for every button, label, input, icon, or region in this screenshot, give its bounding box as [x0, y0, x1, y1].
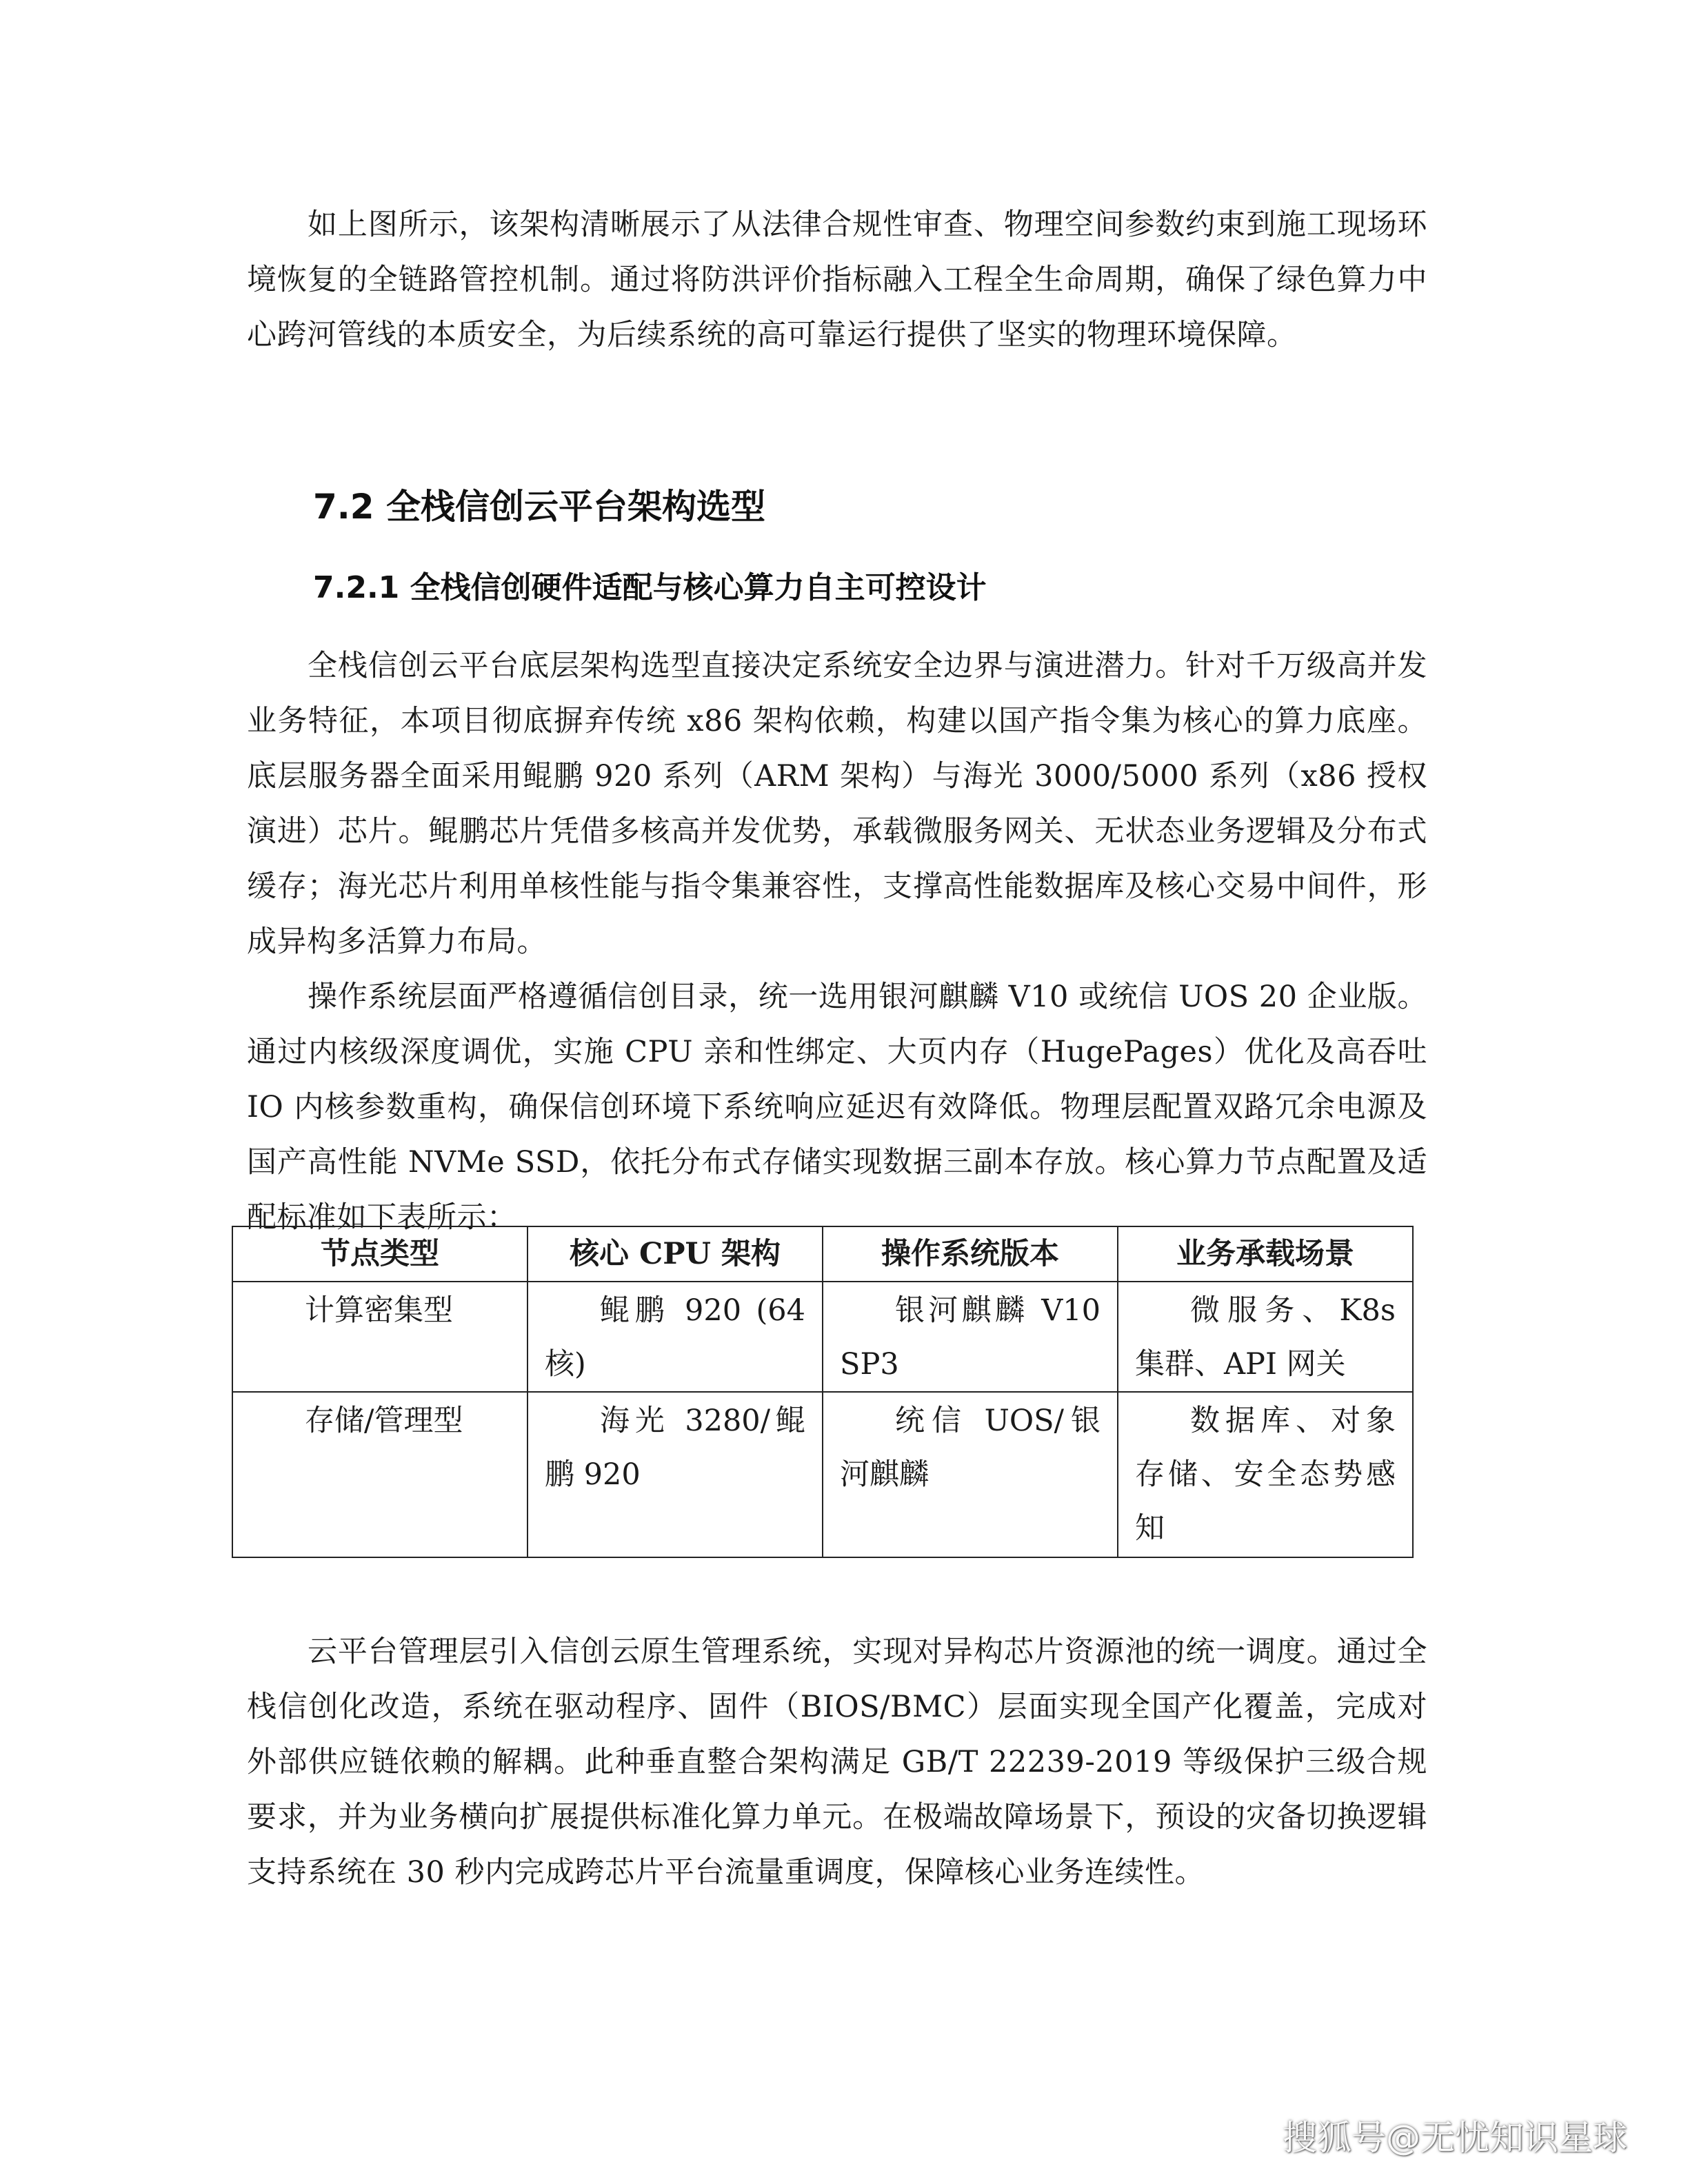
- os-paragraph: 操作系统层面严格遵循信创目录，统一选用银河麒麟 V10 或统信 UOS 20 企业版。通过内核级深度调优，实施 CPU 亲和性绑定、大页内存（HugePages）优化及高吞吐 IO 内核参数重构，确保信创环境下系统响应延迟有效降低。物理层配置双路冗余电源及国产高性能 NVMe SSD，依托分布式存储实现数据三副本存放。核心算力节点配置及适配标准如下表所示：: [247, 980, 1427, 1235]
- node-config-table: [232, 1226, 1414, 1558]
- table-cell: 存储/管理型: [232, 1392, 528, 1557]
- management-paragraph: 云平台管理层引入信创云原生管理系统，实现对异构芯片资源池的统一调度。通过全栈信创化改造，系统在驱动程序、固件（BIOS/BMC）层面实现全国产化覆盖，完成对外部供应链依赖的解耦。此种垂直整合架构满足 GB/T 22239-2019 等级保护三级合规要求，并为业务横向扩展提供标准化算力单元。在极端故障场景下，预设的灾备切换逻辑支持系统在 30 秒内完成跨芯片平台流量重调度，保障核心业务连续性。: [247, 1635, 1427, 1890]
- table-cell: 银河麒麟 V10 SP3: [823, 1282, 1118, 1392]
- watermark: 搜狐号@无忧知识星球: [1283, 2118, 1627, 2158]
- table-cell: 数据库、对象存储、安全态势感知: [1118, 1392, 1413, 1557]
- section-heading: 7.2 全栈信创云平台架构选型: [313, 487, 765, 527]
- hardware-paragraph: 全栈信创云平台底层架构选型直接决定系统安全边界与演进潜力。针对千万级高并发业务特征，本项目彻底摒弃传统 x86 架构依赖，构建以国产指令集为核心的算力底座。底层服务器全面采用鲲鹏 920 系列（ARM 架构）与海光 3000/5000 系列（x86 授权演进）芯片。鲲鹏芯片凭借多核高并发优势，承载微服务网关、无状态业务逻辑及分布式缓存；海光芯片利用单核性能与指令集兼容性，支撑高性能数据库及核心交易中间件，形成异构多活算力布局。: [247, 649, 1427, 959]
- table-cell: 计算密集型: [232, 1282, 528, 1392]
- table-cell: 统信 UOS/银河麒麟: [823, 1392, 1118, 1557]
- table-cell: 微服务、K8s 集群、API 网关: [1118, 1282, 1413, 1392]
- table-row: [232, 1282, 1413, 1392]
- intro-paragraph: 如上图所示，该架构清晰展示了从法律合规性审查、物理空间参数约束到施工现场环境恢复的全链路管控机制。通过将防洪评价指标融入工程全生命周期，确保了绿色算力中心跨河管线的本质安全，为后续系统的高可靠运行提供了坚实的物理环境保障。: [247, 208, 1427, 352]
- table-header-cell: 节点类型: [232, 1226, 528, 1282]
- subsection-heading: 7.2.1 全栈信创硬件适配与核心算力自主可控设计: [313, 570, 987, 605]
- table-header-cell: 核心 CPU 架构: [528, 1226, 823, 1282]
- table-cell: 海光 3280/鲲鹏 920: [528, 1392, 823, 1557]
- table-cell: 鲲鹏 920 (64 核): [528, 1282, 823, 1392]
- table-row: [232, 1392, 1413, 1557]
- table-header-cell: 业务承载场景: [1118, 1226, 1413, 1282]
- table-header-row: [232, 1226, 1413, 1282]
- table-header-cell: 操作系统版本: [823, 1226, 1118, 1282]
